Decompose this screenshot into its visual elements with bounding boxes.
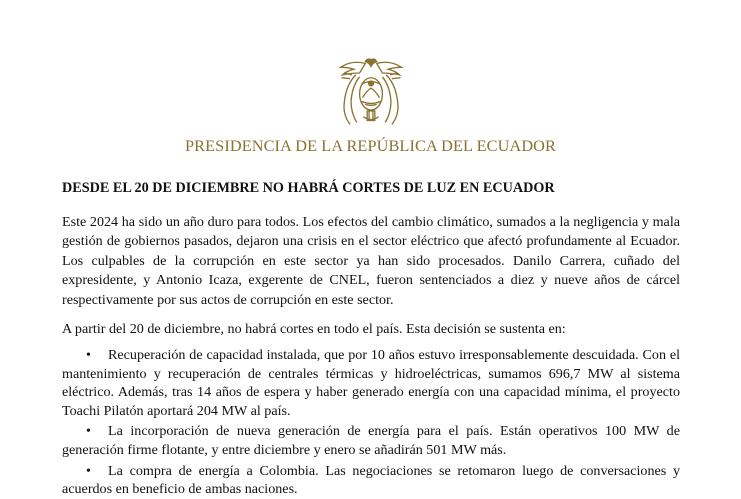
list-item: • Recuperación de capacidad instalada, que por 10 años estuvo irresponsablemente descuidada. Con el mantenimiento y recuperación de centrales térmicas y hidroeléctricas, sumamos 696,7 MW al sistema eléctrico. Además, tras 14 años de espera y haber generado energía con una capacidad mínima, el proyecto Toachi Pilatón aportará 204 MW al país.: [62, 347, 680, 419]
ecuador-coat-of-arms-icon: [333, 54, 409, 130]
bullet-icon: •: [86, 423, 91, 440]
list-item: • La incorporación de nueva generación de energía para el país. Están operativos 100 MW de generación firme flotante, y entre diciembre y enero se añadirán 501 MW más.: [62, 423, 680, 458]
document-title: DESDE EL 20 DE DICIEMBRE NO HABRÁ CORTES DE LUZ EN ECUADOR: [62, 180, 555, 196]
intro-paragraph: Este 2024 ha sido un año duro para todos. Los efectos del cambio climático, sumados a la negligencia y mala gestión de gobiernos pasados, dejaron una crisis en el sector eléctrico que afectó profundamente al Ecuador. Los culpables de la corrupción en este sector ya han sido procesados. Danilo Carrera, cuñado del expresidente, y Antonio Icaza, exgerente de CNEL, fueron sentenciados a diez y nueve años de cárcel respectivamente por sus actos de corrupción en este sector.: [62, 214, 680, 308]
bullet-icon: •: [86, 462, 91, 479]
bullet-icon: •: [86, 347, 91, 363]
measures-list: [62, 346, 680, 499]
measures-intro-paragraph: A partir del 20 de diciembre, no habrá cortes en todo el país. Esta decisión se sustenta en:: [62, 321, 566, 337]
list-item: • La compra de energía a Colombia. Las negociaciones se retomaron luego de conversaciones y acuerdos en beneficio de ambas naciones.: [62, 462, 680, 498]
institution-header: PRESIDENCIA DE LA REPÚBLICA DEL ECUADOR: [185, 136, 556, 155]
